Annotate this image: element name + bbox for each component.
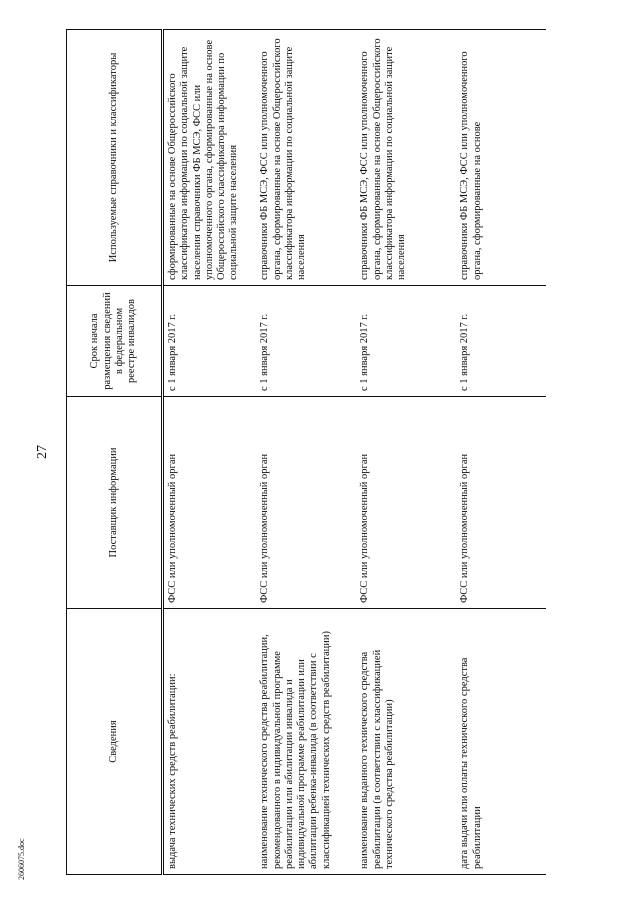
cell-provider: ФСС или уполномоченный орган [356,397,456,609]
cell-info: выдача технических средств реабилитации: [163,609,257,875]
cell-provider: ФСС или уполномоченный орган [456,397,546,609]
cell-info: наименование технического средства реабилитации, рекомендованного в индивидуальной программе реабилитации или абилитации инвалида и индивидуальной программе реабилитации или абилитации ребенка-инвалида (в соответствии с классификацией технических средств реабилитации) [256,609,356,875]
table-row [163,30,257,875]
document-footer: 2606075.doc [17,838,26,880]
rotated-table-container [66,30,546,875]
cell-start-date: с 1 января 2017 г. [256,286,356,397]
cell-references: справочники ФБ МСЭ, ФСС или уполномоченного органа, сформированные на основе [456,30,546,286]
registry-info-table [66,29,546,875]
table-row [356,30,456,875]
cell-info: дата выдачи или оплаты технического средства реабилитации [456,609,546,875]
table-row [256,30,356,875]
cell-references: справочники ФБ МСЭ, ФСС или уполномоченного органа, сформированные на основе Общероссийского классификатора информации по социальной защите населения [356,30,456,286]
cell-provider: ФСС или уполномоченный орган [256,397,356,609]
header-info: Сведения [67,609,163,875]
cell-references: справочники ФБ МСЭ, ФСС или уполномоченного органа, сформированные на основе Общероссийского классификатора информации по социальной защите населения [256,30,356,286]
cell-provider: ФСС или уполномоченный орган [163,397,257,609]
header-provider: Поставщик информации [67,397,163,609]
table-row [456,30,546,875]
cell-start-date: с 1 января 2017 г. [163,286,257,397]
table-header-row [67,30,163,875]
cell-references: сформированные на основе Общероссийского классификатора информации по социальной защите населения справочники ФБ МСЭ, ФСС или уполномоченного органа, сформированные на основе Общероссийского классификатора информации по социальной защите населения [163,30,257,286]
cell-info: наименование выданного технического средства реабилитации (в соответствии с классификацией технического средства реабилитации) [356,609,456,875]
cell-start-date: с 1 января 2017 г. [456,286,546,397]
page-number: 27 [35,445,50,459]
header-references: Используемые справочники и классификаторы [67,30,163,286]
header-start-date: Срок начала размещения сведений в федеральном реестре инвалидов [67,286,163,397]
cell-start-date: с 1 января 2017 г. [356,286,456,397]
